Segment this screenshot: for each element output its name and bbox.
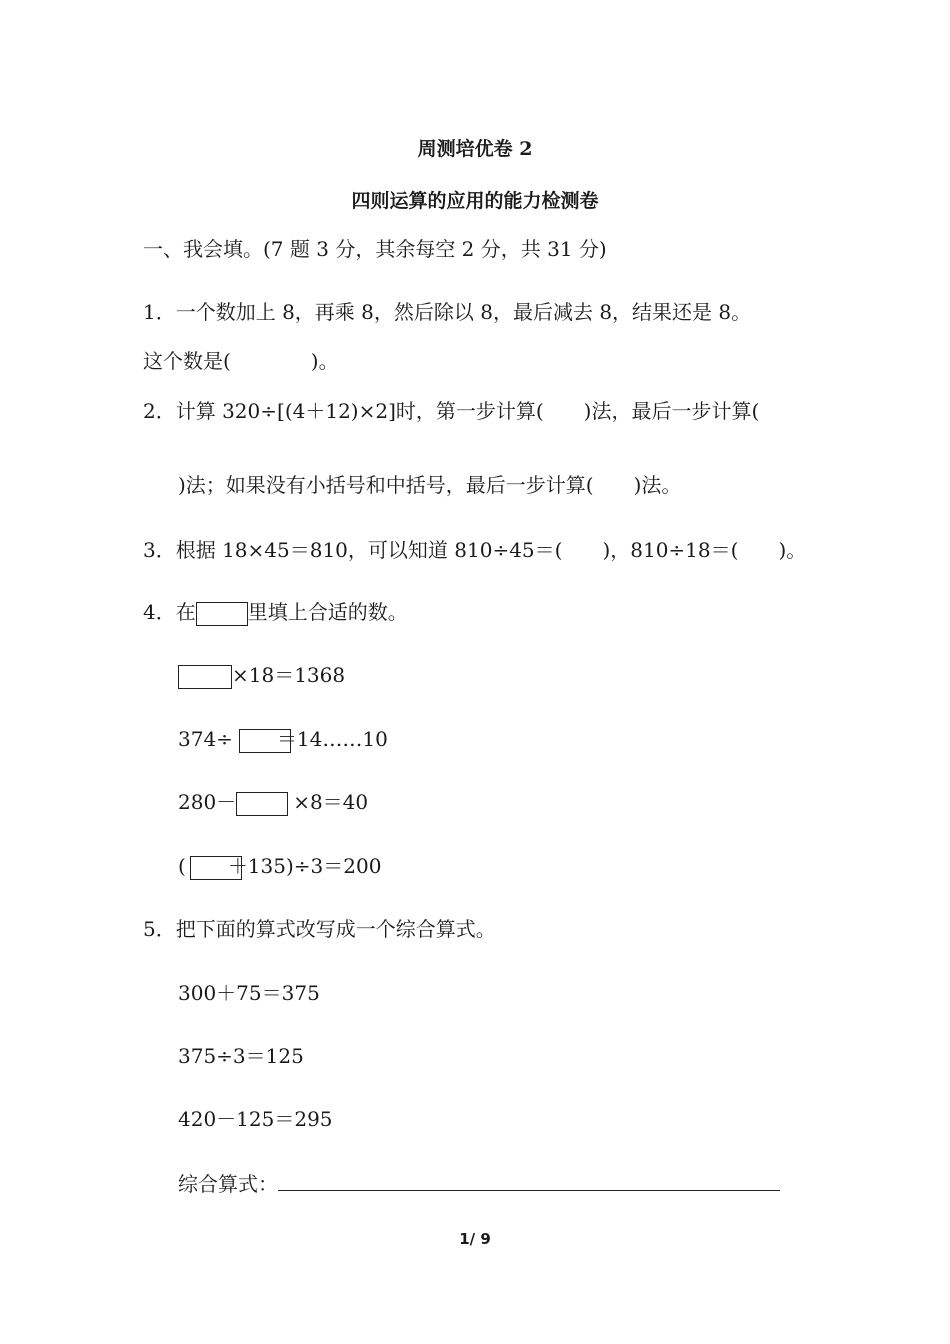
question-3-line-1: 3．根据 18×45＝810，可以知道 810÷45＝( )，810÷18＝( )。 <box>143 538 807 562</box>
equation-row <box>178 726 388 753</box>
equation-text: ×18＝1368 <box>232 663 346 687</box>
question-1-line-2: 这个数是( )。 <box>143 349 339 373</box>
answer-box[interactable] <box>236 792 288 816</box>
answer-label: 综合算式： <box>178 1172 278 1196</box>
question-4-prefix: 4．在 <box>143 600 196 624</box>
equation-text: ×8＝40 <box>293 790 369 814</box>
question-2-line-2: )法；如果没有小括号和中括号，最后一步计算( )法。 <box>178 473 682 497</box>
question-2-line-1: 2．计算 320÷[(4＋12)×2]时，第一步计算( )法，最后一步计算( <box>143 399 760 423</box>
question-1-line-1: 1．一个数加上 8，再乘 8，然后除以 8，最后减去 8，结果还是 8。 <box>143 300 752 324</box>
question-4-line-1 <box>143 599 408 626</box>
answer-box[interactable] <box>178 665 232 689</box>
equation-row: 420－125＝295 <box>178 1107 333 1131</box>
equation-text: ＋135)÷3＝200 <box>227 854 382 878</box>
equation-text: 280－ <box>178 790 237 814</box>
answer-box[interactable] <box>196 602 248 626</box>
page-title: 周测培优卷 2 <box>417 138 533 160</box>
equation-row: 375÷3＝125 <box>178 1044 304 1068</box>
equation-row <box>178 853 381 880</box>
page-number: 1/ 9 <box>459 1230 491 1248</box>
question-5-line-1: 5．把下面的算式改写成一个综合算式。 <box>143 917 496 941</box>
equation-text: 374÷ <box>178 727 233 751</box>
equation-row: 300＋75＝375 <box>178 981 320 1005</box>
answer-row <box>178 1170 780 1197</box>
equation-text: ( <box>178 854 186 878</box>
equation-row <box>178 789 368 816</box>
equation-text: ＝14……10 <box>276 727 388 751</box>
question-4-suffix: 里填上合适的数。 <box>247 600 408 624</box>
page-subtitle: 四则运算的应用的能力检测卷 <box>351 190 599 212</box>
section-heading: 一、我会填。(7 题 3 分，其余每空 2 分，共 31 分) <box>143 237 607 261</box>
answer-line[interactable] <box>278 1170 780 1191</box>
equation-row <box>178 662 345 689</box>
